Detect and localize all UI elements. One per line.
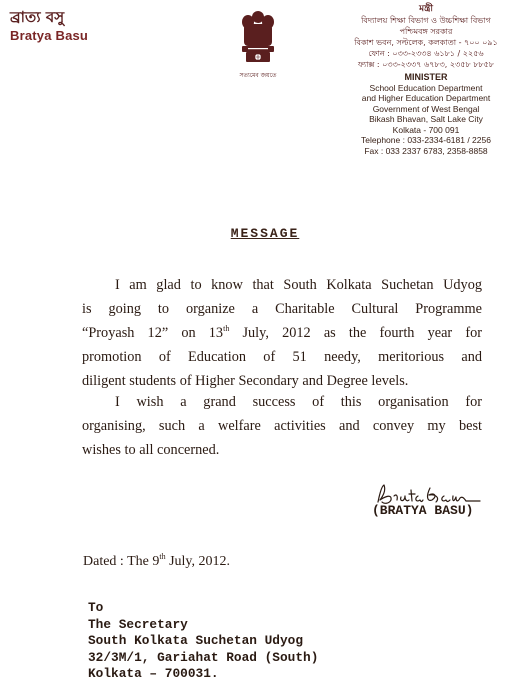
department-bengali: বিদ্যালয় শিক্ষা বিভাগ ও উচ্চশিক্ষা বিভাগ — [361, 16, 491, 25]
fax-bengali: ফ্যাক্স : ০৩৩-২৩৩৭ ৬৭৮৩, ২৩৫৮ ৮৮৫৮ — [358, 60, 494, 69]
paragraph-line: promotion of Education of 51 needy, meritorious and — [82, 349, 482, 365]
letterhead-right-block — [326, 4, 526, 156]
paragraph-line: wishes to all concerned. — [82, 442, 220, 458]
paragraph-line: diligent students of Higher Secondary and Degree levels. — [82, 373, 409, 389]
address-bengali: বিকাশ ভবন, সল্টলেক, কলকাতা - ৭০০ ০৯১ — [354, 38, 498, 47]
designation-bengali: মন্ত্রী — [419, 4, 433, 14]
address-line: 32/3M/1, Gariahat Road (South) — [88, 649, 319, 665]
phone-bengali: ফোন : ০৩৩-২৩৩৪ ৬১৮১ / ২২৫৬ — [368, 49, 484, 58]
paragraph-line — [82, 390, 482, 414]
designation-english: MINISTER — [404, 72, 448, 82]
ordinal-suffix: th — [223, 324, 230, 333]
paragraph-line: organising, such a welfare activities and convey my best — [82, 418, 482, 434]
address-line: The Secretary — [88, 616, 188, 632]
paragraph-text: July, 2012 as the fourth year for — [229, 325, 482, 341]
government-bengali: পশ্চিমবঙ্গ সরকার — [399, 27, 453, 36]
office-address: Bikash Bhavan, Salt Lake City — [369, 114, 483, 124]
department-line-1: School Education Department — [369, 82, 483, 93]
minister-name-bengali: ব্রাত্য বসু — [10, 8, 65, 26]
state-emblem-icon — [236, 8, 280, 78]
department-line-2: and Higher Education Department — [361, 93, 491, 103]
emblem-motto: সত্যমেব জয়তে — [239, 72, 277, 79]
office-fax: Fax : 033 2337 6783, 2358-8858 — [364, 145, 488, 156]
paragraph-line — [82, 273, 482, 297]
message-title: MESSAGE — [230, 226, 300, 241]
paragraph-line — [82, 321, 482, 345]
message-paragraph-1 — [82, 273, 482, 393]
letter-date — [83, 554, 230, 570]
office-telephone: Telephone : 033-2334-6181 / 2256 — [361, 135, 491, 145]
date-text: Dated : The 9 — [83, 554, 160, 569]
paragraph-line: is going to organize a Charitable Cultural Programme — [82, 301, 482, 317]
office-city-pin: Kolkata - 700 091 — [392, 124, 460, 135]
date-text: July, 2012. — [165, 554, 231, 569]
ordinal-suffix: th — [159, 552, 166, 561]
address-line: South Kolkata Suchetan Udyog — [88, 633, 304, 649]
recipient-address — [88, 600, 318, 683]
signatory-name: (BRATYA BASU) — [372, 503, 474, 518]
minister-name-english: Bratya Basu — [10, 28, 89, 43]
paragraph-text: “Proyash 12” on 13 — [82, 325, 224, 341]
paragraph-text: I am glad to know that South Kolkata Suchetan Udyog — [115, 277, 482, 293]
message-paragraph-2 — [82, 390, 482, 462]
address-line: Kolkata – 700031. — [88, 666, 219, 682]
paragraph-text: I wish a grand success of this organisation for — [115, 394, 482, 410]
government-english: Government of West Bengal — [372, 103, 480, 114]
address-line: To — [88, 600, 104, 615]
